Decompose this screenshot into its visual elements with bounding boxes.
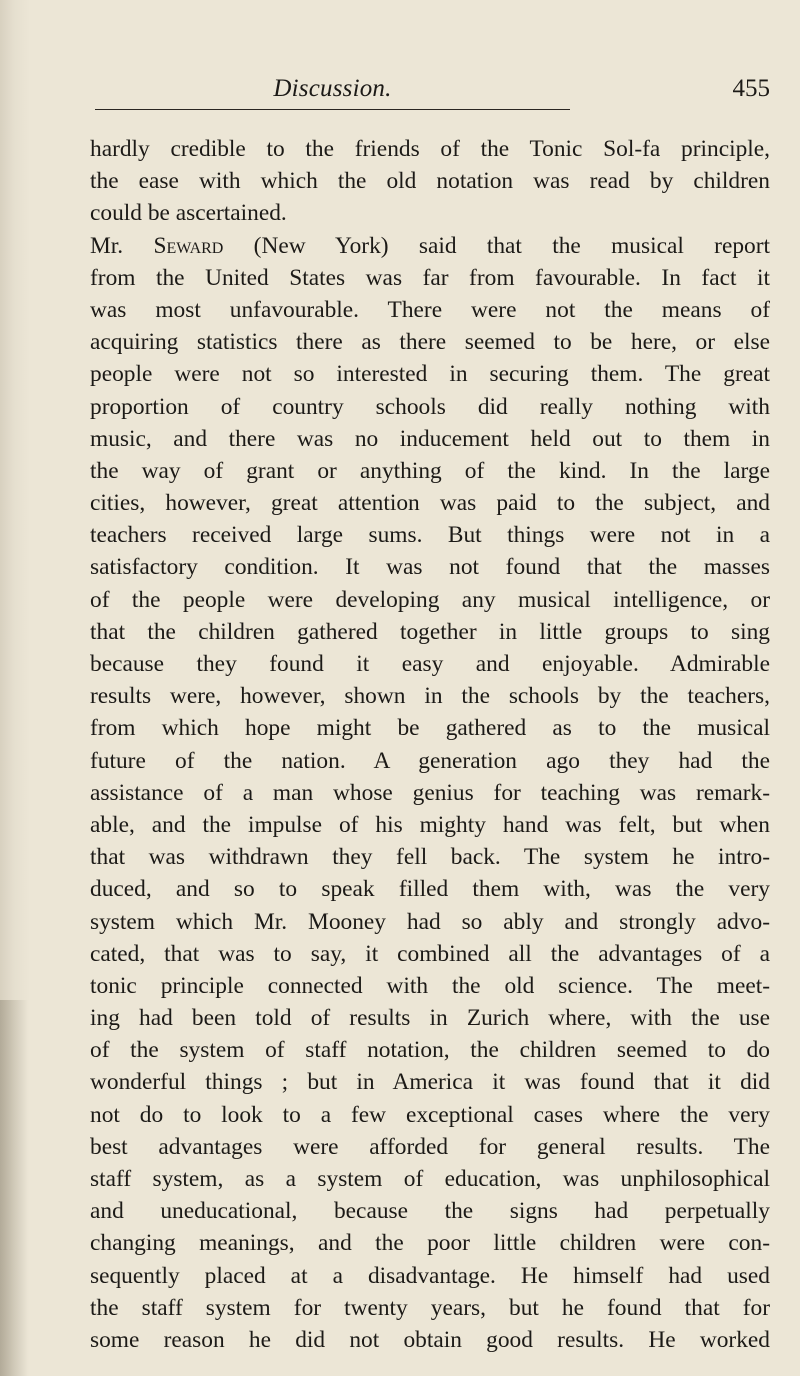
text-line: that the children gathered together in little groups to sing [90, 618, 770, 645]
page-number: 455 [732, 75, 770, 102]
text-line: and uneducational, because the signs had perpetually [90, 1198, 770, 1225]
text-line: duced, and so to speak filled them with, was the very [90, 876, 770, 903]
text-line: satisfactory condition. It was not found that the masses [90, 554, 770, 581]
text-line: the staff system for twenty years, but he found that for [90, 1294, 770, 1321]
text-line: not do to look to a few exceptional cases where the very [90, 1101, 770, 1128]
text-line: able, and the impulse of his mighty hand was felt, but when [90, 811, 770, 838]
text-line: hardly credible to the friends of the Tonic Sol-fa principle, [90, 136, 770, 162]
running-head-title: Discussion. [273, 75, 392, 102]
text-line: of the system of staff notation, the children seemed to do [90, 1037, 770, 1064]
speaker-name: Seward [153, 232, 224, 259]
header-rule [95, 109, 570, 110]
body-text [90, 133, 770, 1356]
text-line: sequently placed at a disadvantage. He himself had used [90, 1262, 770, 1289]
text-line: tonic principle connected with the old science. The meet- [90, 972, 770, 999]
text-line: ing had been told of results in Zurich where, with the use [90, 1005, 770, 1032]
text-line: music, and there was no inducement held out to them in [90, 425, 770, 452]
text-line: of the people were developing any musical intelligence, or [90, 586, 770, 613]
text-line: cated, that was to say, it combined all the advantages of a [90, 940, 770, 967]
speaker-line-rest: (New York) said that the musical report [253, 232, 770, 259]
speaker-prefix: Mr. [90, 232, 154, 259]
text-line: staff system, as a system of education, was unphilosophical [90, 1166, 770, 1192]
text-line-speaker [90, 230, 770, 262]
text-line: cities, however, great attention was paid to the subject, and [90, 490, 770, 517]
text-line: assistance of a man whose genius for teaching was remark- [90, 779, 770, 806]
text-line: that was withdrawn they fell back. The system he intro- [90, 844, 770, 871]
text-line: teachers received large sums. But things were not in a [90, 522, 770, 549]
text-line: future of the nation. A generation ago they had the [90, 747, 770, 774]
text-line: could be ascertained. [90, 200, 287, 227]
text-line: results were, however, shown in the schools by the teachers, [90, 683, 770, 710]
text-line: system which Mr. Mooney had so ably and strongly advo- [90, 908, 770, 935]
page-shadow [0, 1000, 28, 1376]
text-line: people were not so interested in securing them. The great [90, 361, 770, 388]
text-line: changing meanings, and the poor little children were con- [90, 1230, 770, 1257]
text-line: the ease with which the old notation was read by children [90, 168, 770, 195]
text-line: acquiring statistics there as there seemed to be here, or else [90, 329, 770, 356]
text-line: wonderful things ; but in America it was found that it did [90, 1069, 770, 1096]
text-line: the way of grant or anything of the kind. In the large [90, 457, 770, 484]
text-line: from which hope might be gathered as to the musical [90, 715, 770, 742]
text-line: some reason he did not obtain good results. He worked [90, 1326, 770, 1353]
text-line: best advantages were afforded for general results. The [90, 1133, 770, 1160]
text-line: proportion of country schools did really nothing with [90, 393, 770, 420]
text-line: was most unfavourable. There were not the means of [90, 296, 770, 323]
text-line: from the United States was far from favourable. In fact it [90, 264, 770, 291]
text-line: because they found it easy and enjoyable. Admirable [90, 651, 770, 677]
